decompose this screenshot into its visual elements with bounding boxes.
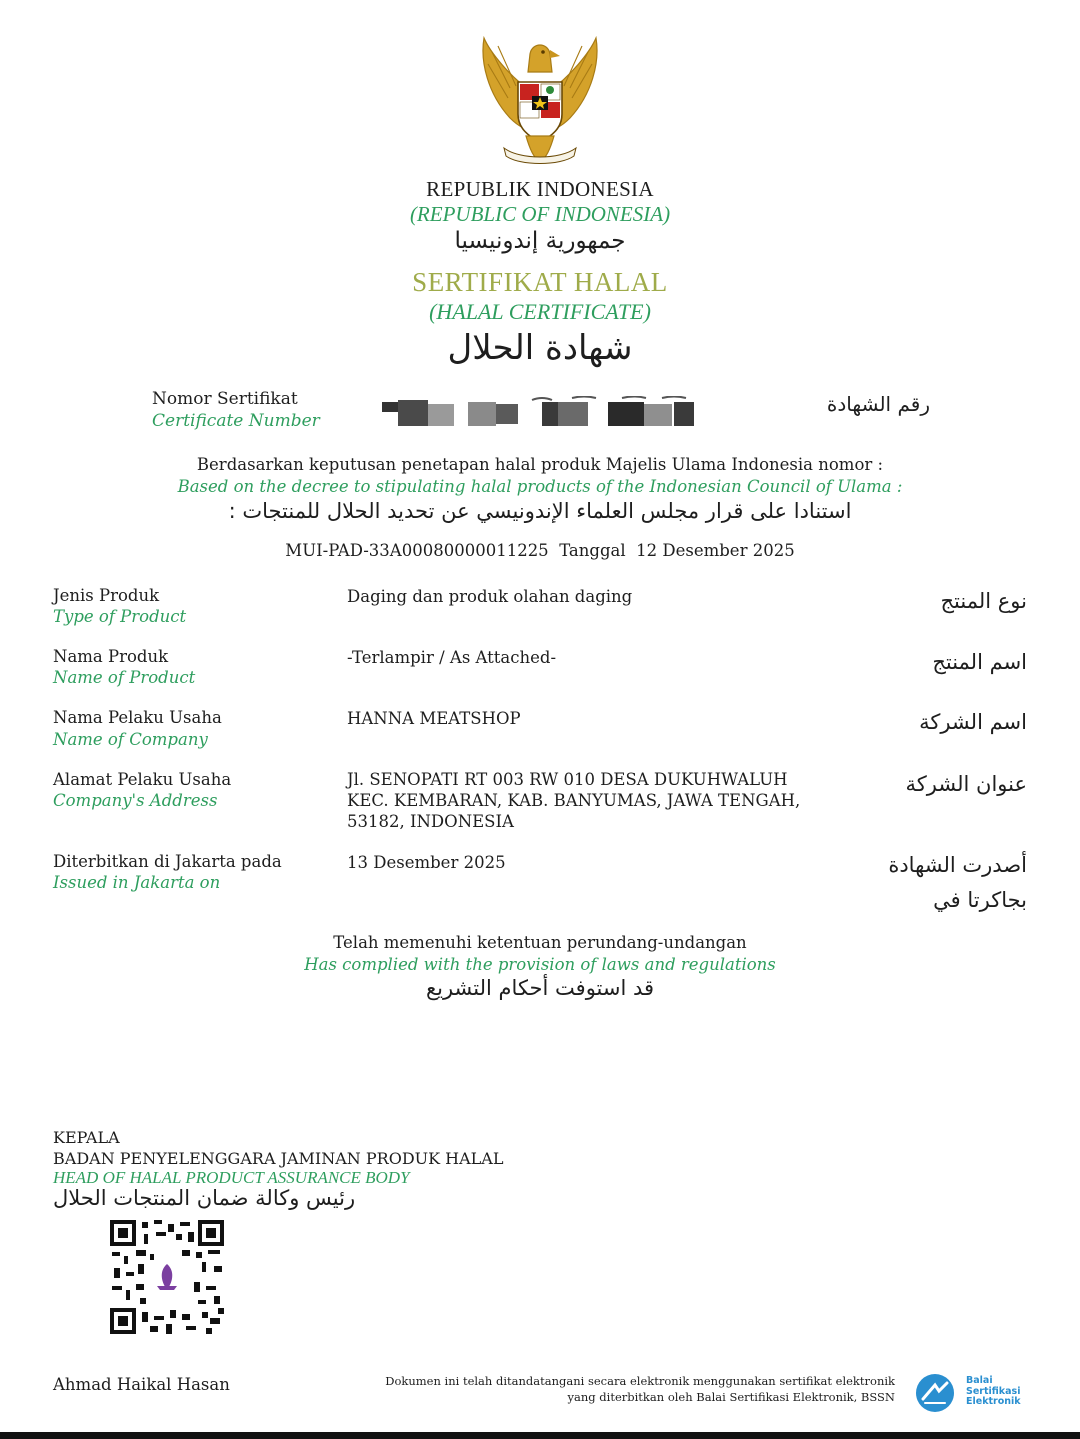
company-name-label-en: Name of Company [53,730,208,749]
product-type-label-ar: نوع المنتج [940,589,1027,613]
esign-note-line-2: yang diterbitkan oleh Balai Sertifikasi Elektronik, BSSN [567,1390,895,1404]
decree-number: MUI-PAD-33A00080000011225 [285,541,549,560]
garuda-pancasila-emblem-icon [470,32,610,172]
address-label-id: Alamat Pelaku Usaha [53,770,232,789]
certificate-number-label-ar: رقم الشهادة [826,392,930,416]
certificate-number-label-en: Certificate Number [152,411,320,431]
head-title-line-1: KEPALA [53,1128,120,1147]
issued-label-ar-line-1: أصدرت الشهادة [888,853,1027,877]
complied-text-id: Telah memenuhi ketentuan perundang-undangan [333,933,747,952]
bsre-logo-line-3: Elektronik [966,1396,1021,1407]
bsre-logo-icon [915,1373,955,1413]
republic-title-id: REPUBLIK INDONESIA [426,177,654,201]
complied-text-en: Has complied with the provision of laws and regulations [304,955,776,974]
certificate-title-en: (HALAL CERTIFICATE) [429,299,651,324]
head-title-line-2: BADAN PENYELENGGARA JAMINAN PRODUK HALAL [53,1149,504,1168]
republic-title-en: (REPUBLIC OF INDONESIA) [409,202,671,226]
address-line-1: Jl. SENOPATI RT 003 RW 010 DESA DUKUHWALUH [347,770,788,789]
address-label-en: Company's Address [53,791,218,810]
issued-value: 13 Desember 2025 [347,853,506,872]
address-line-3: 53182, INDONESIA [347,812,514,831]
decree-text-ar: استنادا على قرار مجلس العلماء الإندونيسي عن تحديد الحلال للمنتجات : [228,499,852,523]
product-name-label-id: Nama Produk [53,647,169,666]
complied-text-ar: قد استوفت أحكام التشريع [425,976,655,1000]
head-title-ar: رئيس وكالة ضمان المنتجات الحلال [53,1186,356,1210]
product-name-label-ar: اسم المنتج [932,650,1027,674]
certificate-number-label-id: Nomor Sertifikat [152,389,298,409]
bsre-logo-text [966,1376,1021,1408]
issued-label-ar-line-2: بجاكرتا في [933,888,1027,912]
product-name-label-en: Name of Product [53,668,196,687]
company-name-value: HANNA MEATSHOP [347,709,521,728]
decree-text-id: Berdasarkan keputusan penetapan halal produk Majelis Ulama Indonesia nomor : [196,455,884,474]
decree-number-line [0,541,1080,560]
company-name-label-ar: اسم الشركة [919,710,1027,734]
certificate-number-redacted [382,396,702,430]
bsre-logo-line-2: Sertifikasi [966,1385,1021,1397]
decree-date: 12 Desember 2025 [636,541,795,560]
issued-label-ar [888,848,1027,918]
address-line-2: KEC. KEMBARAN, KAB. BANYUMAS, JAWA TENGAH, [347,791,801,810]
certificate-title-ar: شهادة الحلال [447,328,633,368]
product-type-value: Daging dan produk olahan daging [347,587,633,606]
product-type-label-id: Jenis Produk [53,586,160,605]
certificate-title-id: SERTIFIKAT HALAL [412,267,668,297]
address-value [347,769,800,832]
product-name-value: -Terlampir / As Attached- [347,648,557,667]
bottom-edge-bar [0,1432,1080,1439]
head-title-en: HEAD OF HALAL PRODUCT ASSURANCE BODY [53,1168,410,1187]
issued-label-en: Issued in Jakarta on [53,873,221,892]
address-label-ar: عنوان الشركة [905,772,1027,796]
company-name-label-id: Nama Pelaku Usaha [53,708,222,727]
esign-note-line-1: Dokumen ini telah ditandatangani secara elektronik menggunakan sertifikat elektronik [385,1374,895,1388]
decree-date-label: Tanggal [559,541,626,560]
product-type-label-en: Type of Product [53,607,187,626]
republic-title-ar: جمهورية إندونيسيا [454,228,626,254]
bsre-logo-line-1: Balai [966,1375,993,1386]
qr-code-icon [110,1220,224,1334]
issued-label-id: Diterbitkan di Jakarta pada [53,852,282,871]
signer-name: Ahmad Haikal Hasan [53,1375,230,1394]
decree-text-en: Based on the decree to stipulating halal products of the Indonesian Council of Ulama : [177,477,903,496]
